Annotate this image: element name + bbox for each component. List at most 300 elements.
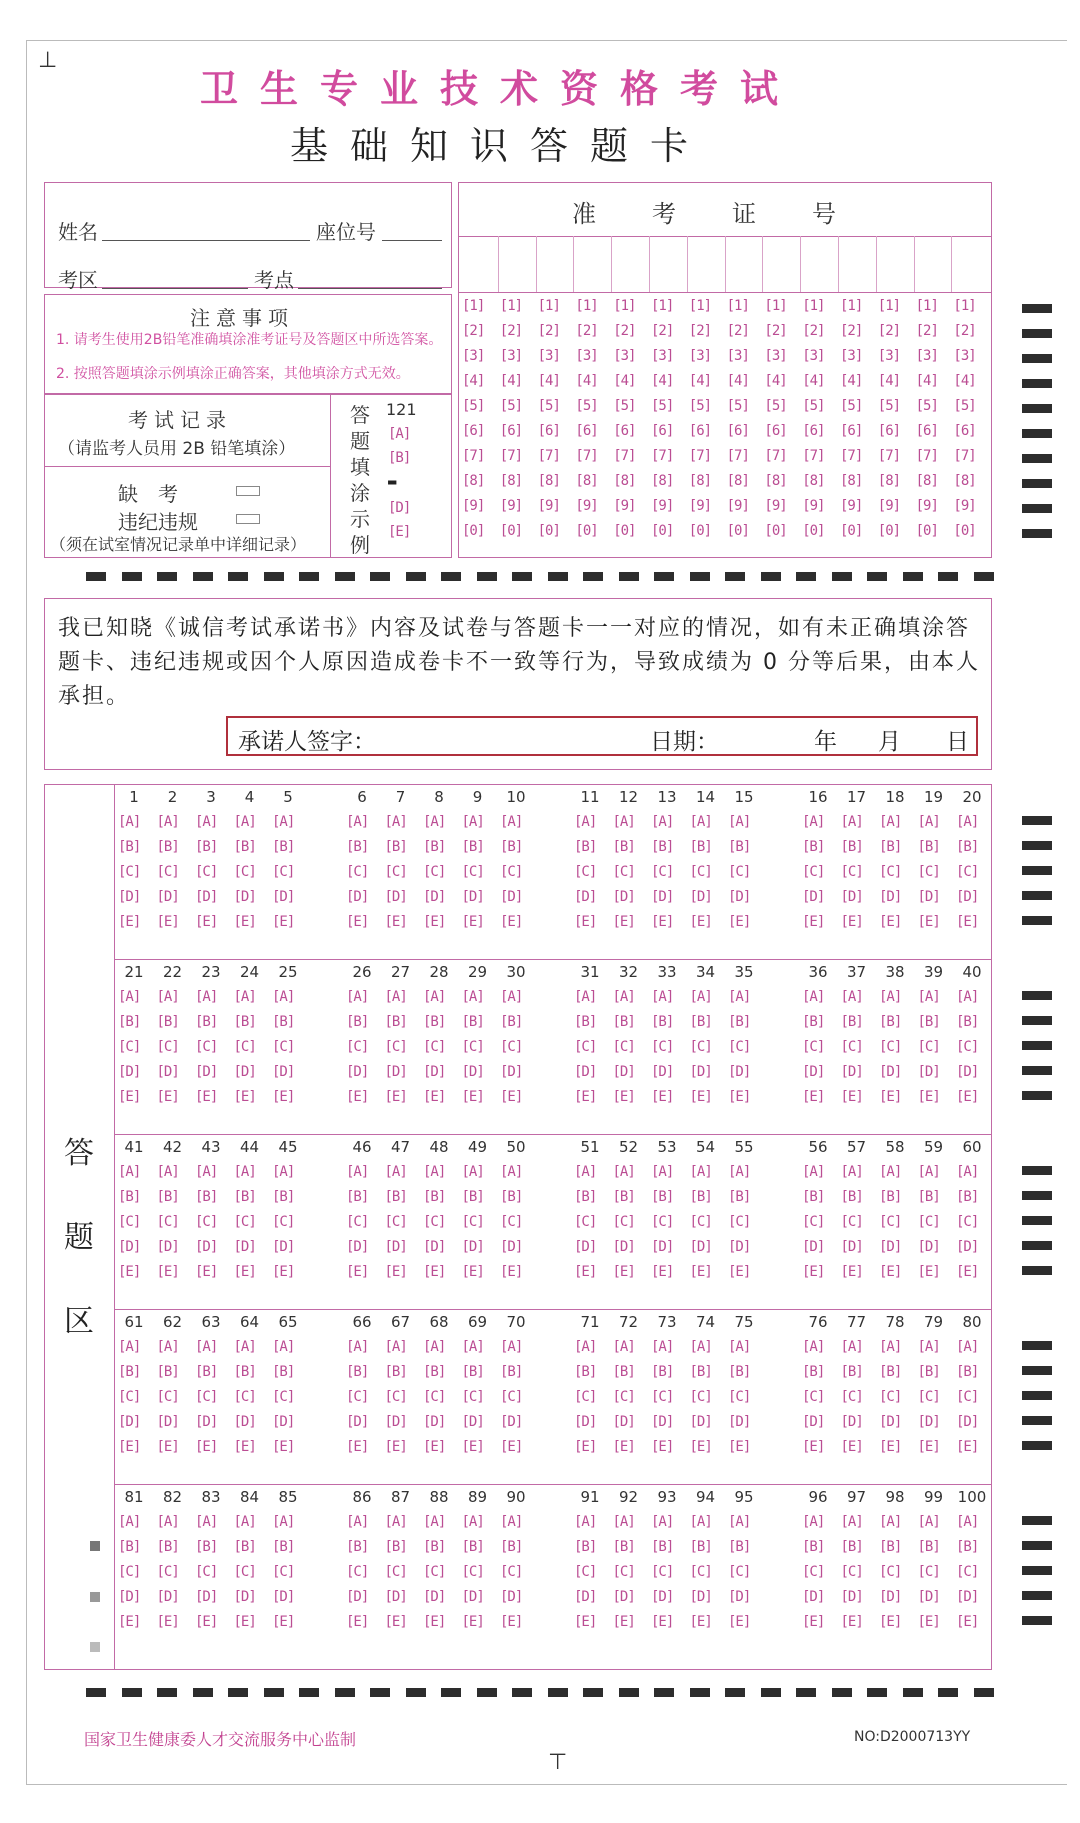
admission-digit-bubble[interactable]: [3] [953, 348, 976, 364]
answer-bubble[interactable]: [D] [612, 1414, 635, 1430]
answer-bubble[interactable]: [E] [195, 1089, 218, 1105]
answer-bubble[interactable]: [E] [689, 1614, 712, 1630]
admission-digit-bubble[interactable]: [9] [613, 498, 636, 514]
admission-digit-bubble[interactable]: [0] [877, 523, 901, 539]
answer-bubble[interactable]: [E] [272, 914, 295, 930]
answer-bubble[interactable]: [C] [233, 1214, 256, 1230]
answer-bubble[interactable]: [D] [384, 1414, 407, 1430]
admission-digit-bubble[interactable]: [3] [764, 348, 787, 364]
admission-digit-bubble[interactable]: [7] [499, 448, 523, 464]
admission-digit-bubble[interactable]: [4] [651, 373, 674, 389]
admission-digit-bubble[interactable]: [4] [877, 373, 901, 389]
admission-digit-bubble[interactable]: [1] [537, 298, 560, 314]
answer-bubble[interactable]: [D] [840, 1589, 863, 1605]
answer-bubble[interactable]: [B] [574, 1189, 597, 1205]
answer-bubble[interactable]: [B] [689, 1014, 712, 1030]
admission-digit-bubble[interactable]: [9] [802, 498, 825, 514]
answer-bubble[interactable]: [E] [346, 1089, 369, 1105]
answer-bubble[interactable]: [C] [156, 1214, 179, 1230]
answer-bubble[interactable]: [A] [500, 989, 523, 1005]
answer-bubble[interactable]: [B] [118, 1014, 141, 1030]
answer-bubble[interactable]: [E] [651, 1614, 674, 1630]
answer-bubble[interactable]: [D] [195, 1239, 218, 1255]
answer-bubble[interactable]: [D] [879, 1414, 902, 1430]
answer-bubble[interactable]: [B] [384, 1539, 407, 1555]
admission-digit-bubble[interactable]: [6] [613, 423, 636, 439]
answer-bubble[interactable]: [B] [956, 1014, 979, 1030]
answer-bubble[interactable]: [E] [384, 1264, 407, 1280]
answer-bubble[interactable]: [B] [802, 1364, 825, 1380]
answer-bubble[interactable]: [E] [233, 1614, 256, 1630]
answer-bubble[interactable]: [D] [612, 1589, 635, 1605]
answer-bubble[interactable]: [E] [423, 1614, 446, 1630]
admission-digit-bubble[interactable]: [8] [877, 473, 901, 489]
admission-digit-bubble[interactable]: [7] [688, 448, 712, 464]
answer-bubble[interactable]: [B] [118, 1539, 141, 1555]
answer-bubble[interactable]: [A] [500, 1164, 523, 1180]
admission-digit-bubble[interactable]: [4] [726, 373, 749, 389]
answer-bubble[interactable]: [E] [612, 1089, 635, 1105]
answer-bubble[interactable]: [A] [879, 1339, 902, 1355]
admission-digit-bubble[interactable]: [8] [953, 473, 976, 489]
admission-digit-bubble[interactable]: [1] [575, 298, 598, 314]
answer-bubble[interactable]: [C] [574, 1389, 597, 1405]
answer-bubble[interactable]: [C] [879, 1039, 902, 1055]
answer-bubble[interactable]: [A] [689, 814, 712, 830]
answer-bubble[interactable]: [E] [500, 1614, 523, 1630]
answer-bubble[interactable]: [D] [802, 1589, 825, 1605]
answer-bubble[interactable]: [A] [917, 1164, 940, 1180]
answer-bubble[interactable]: [B] [651, 1014, 674, 1030]
answer-bubble[interactable]: [E] [574, 914, 597, 930]
answer-bubble[interactable]: [E] [612, 1439, 635, 1455]
admission-digit-bubble[interactable]: [4] [575, 373, 598, 389]
answer-bubble[interactable]: [C] [956, 864, 979, 880]
answer-bubble[interactable]: [C] [612, 1214, 635, 1230]
answer-bubble[interactable]: [B] [461, 1539, 484, 1555]
admission-write-cell[interactable] [802, 238, 836, 290]
answer-bubble[interactable]: [E] [118, 1614, 141, 1630]
answer-bubble[interactable]: [C] [651, 1039, 674, 1055]
answer-bubble[interactable]: [B] [956, 839, 979, 855]
answer-bubble[interactable]: [A] [118, 989, 141, 1005]
answer-bubble[interactable]: [C] [423, 1564, 446, 1580]
answer-bubble[interactable]: [B] [384, 839, 407, 855]
answer-bubble[interactable]: [E] [233, 914, 256, 930]
answer-bubble[interactable]: [A] [461, 814, 484, 830]
answer-bubble[interactable]: [A] [728, 814, 751, 830]
answer-bubble[interactable]: [B] [118, 1189, 141, 1205]
answer-bubble[interactable]: [A] [156, 1514, 179, 1530]
admission-digit-bubble[interactable]: [2] [688, 323, 712, 339]
answer-bubble[interactable]: [A] [272, 1514, 295, 1530]
answer-bubble[interactable]: [A] [384, 814, 407, 830]
answer-bubble[interactable]: [C] [574, 1039, 597, 1055]
answer-bubble[interactable]: [D] [195, 1064, 218, 1080]
answer-bubble[interactable]: [D] [500, 1064, 523, 1080]
admission-digit-bubble[interactable]: [9] [726, 498, 749, 514]
admission-digit-bubble[interactable]: [1] [613, 298, 636, 314]
answer-bubble[interactable]: [C] [461, 1214, 484, 1230]
admission-digit-bubble[interactable]: [4] [499, 373, 523, 389]
answer-bubble[interactable]: [C] [574, 1564, 597, 1580]
answer-bubble[interactable]: [D] [612, 1064, 635, 1080]
answer-bubble[interactable]: [A] [879, 814, 902, 830]
admission-digit-bubble[interactable]: [2] [537, 323, 560, 339]
answer-bubble[interactable]: [C] [346, 1214, 369, 1230]
answer-bubble[interactable]: [C] [156, 1039, 179, 1055]
answer-bubble[interactable]: [A] [802, 1514, 825, 1530]
admission-digit-bubble[interactable]: [1] [651, 298, 674, 314]
admission-digit-bubble[interactable]: [9] [877, 498, 901, 514]
answer-bubble[interactable]: [A] [346, 1339, 369, 1355]
answer-bubble[interactable]: [D] [802, 1064, 825, 1080]
admission-digit-bubble[interactable]: [0] [953, 523, 976, 539]
admission-digit-bubble[interactable]: [5] [915, 398, 938, 414]
answer-bubble[interactable]: [C] [156, 1389, 179, 1405]
answer-bubble[interactable]: [C] [272, 1214, 295, 1230]
name-field[interactable] [102, 240, 310, 241]
answer-bubble[interactable]: [B] [500, 1364, 523, 1380]
admission-write-cell[interactable] [764, 238, 798, 290]
admission-digit-bubble[interactable]: [2] [651, 323, 674, 339]
answer-bubble[interactable]: [A] [612, 1339, 635, 1355]
admission-digit-bubble[interactable]: [5] [726, 398, 749, 414]
admission-digit-bubble[interactable]: [3] [499, 348, 523, 364]
answer-bubble[interactable]: [D] [651, 1414, 674, 1430]
admission-digit-bubble[interactable]: [6] [462, 423, 485, 439]
answer-bubble[interactable]: [D] [840, 1064, 863, 1080]
answer-bubble[interactable]: [D] [728, 1064, 751, 1080]
answer-bubble[interactable]: [E] [612, 1614, 635, 1630]
answer-bubble[interactable]: [D] [574, 889, 597, 905]
admission-digit-bubble[interactable]: [0] [726, 523, 749, 539]
admission-digit-bubble[interactable]: [9] [840, 498, 863, 514]
answer-bubble[interactable]: [B] [384, 1189, 407, 1205]
answer-bubble[interactable]: [E] [461, 1439, 484, 1455]
admission-digit-bubble[interactable]: [0] [688, 523, 712, 539]
answer-bubble[interactable]: [E] [879, 1089, 902, 1105]
answer-bubble[interactable]: [D] [233, 1589, 256, 1605]
answer-bubble[interactable]: [C] [728, 1214, 751, 1230]
answer-bubble[interactable]: [E] [728, 914, 751, 930]
admission-digit-bubble[interactable]: [1] [840, 298, 863, 314]
answer-bubble[interactable]: [D] [728, 1589, 751, 1605]
answer-bubble[interactable]: [A] [195, 814, 218, 830]
site-field[interactable] [298, 288, 442, 289]
answer-bubble[interactable]: [E] [917, 1439, 940, 1455]
answer-bubble[interactable]: [D] [689, 1239, 712, 1255]
answer-bubble[interactable]: [C] [118, 1389, 141, 1405]
answer-bubble[interactable]: [B] [423, 1014, 446, 1030]
admission-digit-bubble[interactable]: [5] [651, 398, 674, 414]
answer-bubble[interactable]: [A] [233, 814, 256, 830]
admission-digit-bubble[interactable]: [9] [575, 498, 598, 514]
answer-bubble[interactable]: [B] [195, 1189, 218, 1205]
admission-digit-bubble[interactable]: [5] [877, 398, 901, 414]
answer-bubble[interactable]: [E] [461, 1264, 484, 1280]
admission-digit-bubble[interactable]: [6] [802, 423, 825, 439]
answer-bubble[interactable]: [B] [346, 1539, 369, 1555]
admission-digit-bubble[interactable]: [8] [726, 473, 749, 489]
admission-digit-bubble[interactable]: [8] [575, 473, 598, 489]
answer-bubble[interactable]: [A] [346, 1164, 369, 1180]
answer-bubble[interactable]: [B] [500, 1014, 523, 1030]
answer-bubble[interactable]: [B] [612, 1189, 635, 1205]
answer-bubble[interactable]: [D] [917, 1589, 940, 1605]
answer-bubble[interactable]: [A] [384, 1164, 407, 1180]
answer-bubble[interactable]: [E] [423, 1439, 446, 1455]
answer-bubble[interactable]: [C] [500, 1039, 523, 1055]
answer-bubble[interactable]: [C] [118, 1039, 141, 1055]
answer-bubble[interactable]: [E] [346, 1439, 369, 1455]
admission-digit-bubble[interactable]: [1] [802, 298, 825, 314]
answer-bubble[interactable]: [E] [272, 1614, 295, 1630]
answer-bubble[interactable]: [D] [802, 1239, 825, 1255]
answer-bubble[interactable]: [A] [802, 1339, 825, 1355]
answer-bubble[interactable]: [C] [384, 1389, 407, 1405]
answer-bubble[interactable]: [E] [917, 1264, 940, 1280]
answer-bubble[interactable]: [B] [728, 1014, 751, 1030]
answer-bubble[interactable]: [A] [917, 814, 940, 830]
answer-bubble[interactable]: [E] [956, 1614, 979, 1630]
answer-bubble[interactable]: [C] [423, 1389, 446, 1405]
answer-bubble[interactable]: [A] [802, 1164, 825, 1180]
answer-bubble[interactable]: [B] [917, 1539, 940, 1555]
answer-bubble[interactable]: [B] [917, 839, 940, 855]
answer-bubble[interactable]: [A] [574, 814, 597, 830]
admission-digit-bubble[interactable]: [2] [764, 323, 787, 339]
answer-bubble[interactable]: [C] [840, 1389, 863, 1405]
answer-bubble[interactable]: [B] [840, 1189, 863, 1205]
answer-bubble[interactable]: [C] [651, 1214, 674, 1230]
admission-digit-bubble[interactable]: [2] [915, 323, 938, 339]
answer-bubble[interactable]: [C] [500, 1214, 523, 1230]
answer-bubble[interactable]: [C] [612, 1389, 635, 1405]
admission-digit-bubble[interactable]: [7] [575, 448, 598, 464]
admission-digit-bubble[interactable]: [9] [688, 498, 712, 514]
answer-bubble[interactable]: [C] [233, 1564, 256, 1580]
answer-bubble[interactable]: [A] [689, 1514, 712, 1530]
admission-digit-bubble[interactable]: [5] [764, 398, 787, 414]
admission-digit-bubble[interactable]: [7] [726, 448, 749, 464]
admission-digit-bubble[interactable]: [8] [651, 473, 674, 489]
answer-bubble[interactable]: [E] [956, 1439, 979, 1455]
answer-bubble[interactable]: [B] [233, 1539, 256, 1555]
answer-bubble[interactable]: [C] [689, 1214, 712, 1230]
answer-bubble[interactable]: [D] [802, 889, 825, 905]
answer-bubble[interactable]: [C] [728, 1389, 751, 1405]
answer-bubble[interactable]: [A] [461, 1339, 484, 1355]
answer-bubble[interactable]: [D] [956, 1589, 979, 1605]
answer-bubble[interactable]: [E] [956, 1089, 979, 1105]
admission-digit-bubble[interactable]: [7] [462, 448, 485, 464]
answer-bubble[interactable]: [A] [612, 814, 635, 830]
answer-bubble[interactable]: [B] [879, 1364, 902, 1380]
admission-digit-bubble[interactable]: [0] [575, 523, 598, 539]
answer-bubble[interactable]: [B] [272, 1539, 295, 1555]
answer-bubble[interactable]: [A] [651, 989, 674, 1005]
answer-bubble[interactable]: [D] [574, 1239, 597, 1255]
answer-bubble[interactable]: [A] [346, 1514, 369, 1530]
answer-bubble[interactable]: [A] [118, 1164, 141, 1180]
answer-bubble[interactable]: [C] [879, 864, 902, 880]
answer-bubble[interactable]: [A] [233, 1339, 256, 1355]
answer-bubble[interactable]: [E] [233, 1089, 256, 1105]
admission-digit-bubble[interactable]: [4] [688, 373, 712, 389]
admission-digit-bubble[interactable]: [5] [462, 398, 485, 414]
answer-bubble[interactable]: [C] [346, 1389, 369, 1405]
answer-bubble[interactable]: [B] [461, 1014, 484, 1030]
answer-bubble[interactable]: [C] [500, 1389, 523, 1405]
answer-bubble[interactable]: [E] [461, 1614, 484, 1630]
answer-bubble[interactable]: [B] [461, 1189, 484, 1205]
answer-bubble[interactable]: [C] [802, 1039, 825, 1055]
answer-bubble[interactable]: [B] [574, 1014, 597, 1030]
admission-digit-bubble[interactable]: [7] [915, 448, 938, 464]
admission-digit-bubble[interactable]: [0] [764, 523, 787, 539]
answer-bubble[interactable]: [E] [384, 1614, 407, 1630]
answer-bubble[interactable]: [B] [840, 1364, 863, 1380]
answer-bubble[interactable]: [D] [233, 1064, 256, 1080]
answer-bubble[interactable]: [C] [651, 1564, 674, 1580]
answer-bubble[interactable]: [B] [233, 1014, 256, 1030]
answer-bubble[interactable]: [B] [612, 1364, 635, 1380]
answer-bubble[interactable]: [B] [574, 1539, 597, 1555]
answer-bubble[interactable]: [A] [840, 1514, 863, 1530]
answer-bubble[interactable]: [E] [840, 1089, 863, 1105]
answer-bubble[interactable]: [A] [802, 989, 825, 1005]
admission-digit-bubble[interactable]: [1] [499, 298, 523, 314]
answer-bubble[interactable]: [A] [272, 989, 295, 1005]
answer-bubble[interactable]: [E] [423, 914, 446, 930]
answer-bubble[interactable]: [D] [384, 889, 407, 905]
admission-write-cell[interactable] [500, 238, 534, 290]
admission-digit-bubble[interactable]: [5] [688, 398, 712, 414]
admission-digit-bubble[interactable]: [8] [462, 473, 485, 489]
answer-bubble[interactable]: [D] [574, 1589, 597, 1605]
answer-bubble[interactable]: [E] [956, 1264, 979, 1280]
answer-bubble[interactable]: [A] [500, 814, 523, 830]
answer-bubble[interactable]: [B] [423, 1364, 446, 1380]
answer-bubble[interactable]: [D] [156, 889, 179, 905]
admission-digit-bubble[interactable]: [6] [877, 423, 901, 439]
answer-bubble[interactable]: [B] [728, 839, 751, 855]
answer-bubble[interactable]: [B] [879, 839, 902, 855]
answer-bubble[interactable]: [A] [195, 1339, 218, 1355]
answer-bubble[interactable]: [E] [118, 1264, 141, 1280]
answer-bubble[interactable]: [C] [346, 864, 369, 880]
admission-digit-bubble[interactable]: [6] [726, 423, 749, 439]
seat-field[interactable] [382, 240, 442, 241]
admission-digit-bubble[interactable]: [3] [802, 348, 825, 364]
answer-bubble[interactable]: [D] [423, 1589, 446, 1605]
admission-digit-bubble[interactable]: [4] [764, 373, 787, 389]
admission-digit-bubble[interactable]: [1] [764, 298, 787, 314]
answer-bubble[interactable]: [E] [574, 1264, 597, 1280]
answer-bubble[interactable]: [D] [612, 1239, 635, 1255]
answer-bubble[interactable]: [B] [195, 1014, 218, 1030]
answer-bubble[interactable]: [A] [272, 1339, 295, 1355]
admission-write-cell[interactable] [878, 238, 912, 290]
answer-bubble[interactable]: [A] [118, 1514, 141, 1530]
answer-bubble[interactable]: [D] [956, 889, 979, 905]
answer-bubble[interactable]: [C] [233, 1039, 256, 1055]
admission-digit-bubble[interactable]: [0] [462, 523, 485, 539]
answer-bubble[interactable]: [A] [651, 1164, 674, 1180]
answer-bubble[interactable]: [A] [917, 989, 940, 1005]
answer-bubble[interactable]: [B] [612, 1014, 635, 1030]
answer-bubble[interactable]: [D] [917, 889, 940, 905]
answer-bubble[interactable]: [E] [500, 1264, 523, 1280]
admission-digit-bubble[interactable]: [3] [575, 348, 598, 364]
answer-bubble[interactable]: [E] [574, 1089, 597, 1105]
answer-bubble[interactable]: [A] [840, 1164, 863, 1180]
answer-bubble[interactable]: [C] [195, 1389, 218, 1405]
admission-digit-bubble[interactable]: [3] [613, 348, 636, 364]
answer-bubble[interactable]: [A] [346, 989, 369, 1005]
answer-bubble[interactable]: [D] [879, 1064, 902, 1080]
answer-bubble[interactable]: [B] [346, 1364, 369, 1380]
admission-digit-bubble[interactable]: [7] [537, 448, 560, 464]
answer-bubble[interactable]: [E] [802, 914, 825, 930]
answer-bubble[interactable]: [D] [802, 1414, 825, 1430]
answer-bubble[interactable]: [B] [879, 1539, 902, 1555]
answer-bubble[interactable]: [D] [461, 1064, 484, 1080]
answer-bubble[interactable]: [A] [461, 1514, 484, 1530]
answer-bubble[interactable]: [D] [651, 1239, 674, 1255]
answer-bubble[interactable]: [E] [917, 914, 940, 930]
admission-digit-bubble[interactable]: [0] [802, 523, 825, 539]
admission-write-cell[interactable] [613, 238, 647, 290]
answer-bubble[interactable]: [A] [384, 1339, 407, 1355]
answer-bubble[interactable]: [A] [346, 814, 369, 830]
answer-bubble[interactable]: [B] [384, 1364, 407, 1380]
answer-bubble[interactable]: [D] [272, 1414, 295, 1430]
answer-bubble[interactable]: [E] [879, 1614, 902, 1630]
answer-bubble[interactable]: [C] [840, 1564, 863, 1580]
answer-bubble[interactable]: [B] [689, 839, 712, 855]
admission-digit-bubble[interactable]: [1] [726, 298, 749, 314]
answer-bubble[interactable]: [B] [156, 1014, 179, 1030]
answer-bubble[interactable]: [D] [917, 1414, 940, 1430]
answer-bubble[interactable]: [C] [233, 1389, 256, 1405]
answer-bubble[interactable]: [E] [689, 1089, 712, 1105]
answer-bubble[interactable]: [E] [728, 1614, 751, 1630]
admission-digit-bubble[interactable]: [9] [651, 498, 674, 514]
answer-bubble[interactable]: [B] [346, 1189, 369, 1205]
admission-digit-bubble[interactable]: [1] [688, 298, 712, 314]
admission-digit-bubble[interactable]: [0] [613, 523, 636, 539]
admission-digit-bubble[interactable]: [5] [537, 398, 560, 414]
admission-digit-bubble[interactable]: [2] [462, 323, 485, 339]
answer-bubble[interactable]: [C] [728, 1564, 751, 1580]
admission-digit-bubble[interactable]: [3] [462, 348, 485, 364]
answer-bubble[interactable]: [C] [651, 864, 674, 880]
answer-bubble[interactable]: [C] [118, 1564, 141, 1580]
admission-digit-bubble[interactable]: [6] [840, 423, 863, 439]
answer-bubble[interactable]: [B] [689, 1189, 712, 1205]
admission-digit-bubble[interactable]: [4] [915, 373, 938, 389]
answer-bubble[interactable]: [D] [118, 889, 141, 905]
admission-digit-bubble[interactable]: [1] [877, 298, 901, 314]
answer-bubble[interactable]: [D] [156, 1239, 179, 1255]
admission-digit-bubble[interactable]: [1] [915, 298, 938, 314]
answer-bubble[interactable]: [A] [956, 814, 979, 830]
answer-bubble[interactable]: [E] [879, 1439, 902, 1455]
answer-bubble[interactable]: [C] [346, 1039, 369, 1055]
answer-bubble[interactable]: [A] [118, 814, 141, 830]
